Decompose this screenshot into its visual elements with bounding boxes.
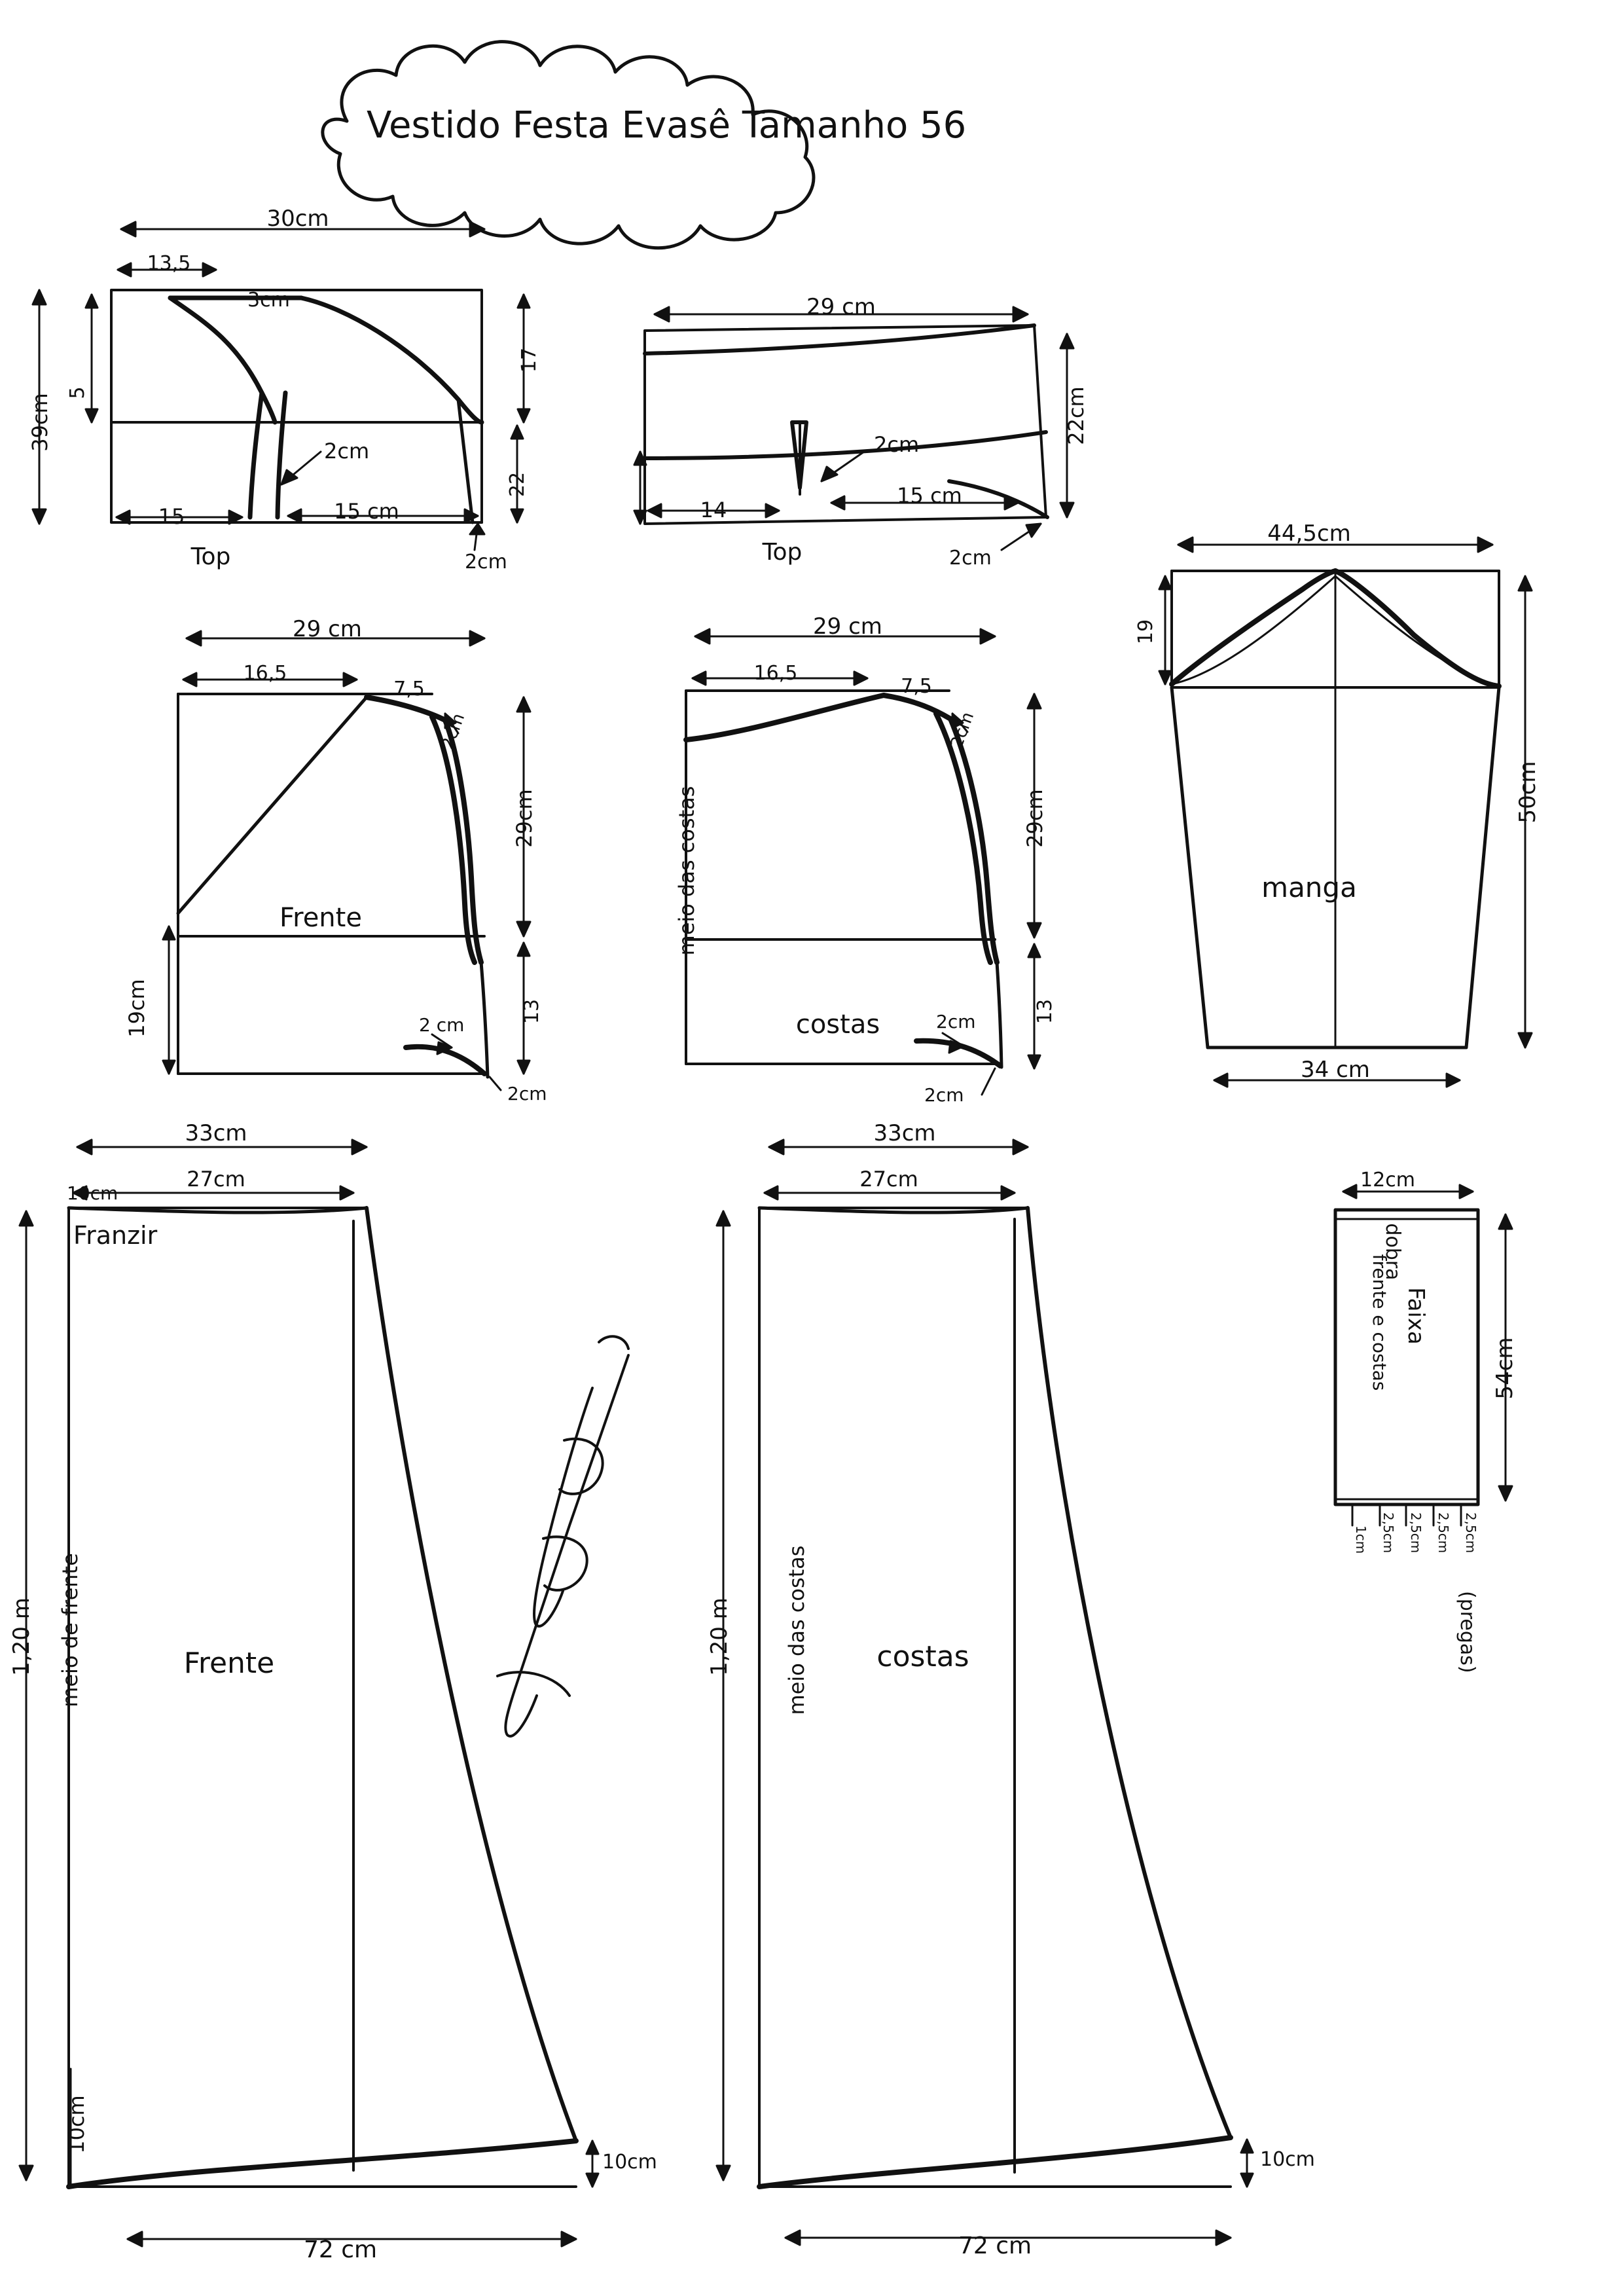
svg-text:Frente: Frente: [280, 903, 362, 933]
svg-text:27cm: 27cm: [859, 1167, 918, 1192]
svg-text:29 cm: 29 cm: [813, 613, 882, 640]
svg-text:2cm: 2cm: [936, 1011, 976, 1032]
svg-text:29cm: 29cm: [512, 789, 537, 848]
svg-text:16,5: 16,5: [243, 662, 287, 685]
svg-text:2,5cm: 2,5cm: [1380, 1512, 1396, 1554]
svg-text:2,5cm: 2,5cm: [1463, 1512, 1479, 1554]
svg-text:13: 13: [1034, 998, 1056, 1025]
svg-text:39cm: 39cm: [27, 393, 52, 452]
svg-text:manga: manga: [1261, 871, 1357, 903]
svg-text:2cm: 2cm: [874, 432, 920, 457]
svg-text:50cm: 50cm: [1515, 761, 1541, 824]
svg-text:29 cm: 29 cm: [293, 616, 362, 642]
svg-text:1,20 m: 1,20 m: [706, 1597, 732, 1676]
svg-text:16,5: 16,5: [753, 662, 798, 685]
svg-text:14: 14: [700, 498, 727, 522]
svg-text:2cm: 2cm: [324, 439, 370, 464]
svg-text:19cm: 19cm: [124, 979, 149, 1038]
svg-text:34 cm: 34 cm: [1301, 1057, 1370, 1083]
svg-text:15: 15: [158, 504, 185, 529]
svg-text:2cm: 2cm: [924, 1084, 964, 1106]
svg-text:(pregas): (pregas): [1456, 1591, 1479, 1673]
svg-text:13: 13: [520, 998, 543, 1025]
svg-text:30cm: 30cm: [266, 206, 329, 232]
svg-text:2,5cm: 2,5cm: [1435, 1512, 1451, 1554]
svg-text:33cm: 33cm: [873, 1120, 936, 1146]
svg-text:10cm: 10cm: [64, 2095, 89, 2154]
svg-text:Faixa: Faixa: [1403, 1287, 1429, 1345]
piece-manga: [1159, 538, 1532, 1087]
svg-text:2,5cm: 2,5cm: [1408, 1512, 1424, 1554]
svg-text:2 cm: 2 cm: [419, 1014, 465, 1036]
svg-text:17: 17: [518, 347, 541, 373]
svg-text:2cm: 2cm: [437, 710, 469, 752]
svg-text:Top: Top: [762, 539, 803, 566]
svg-text:3cm: 3cm: [247, 289, 290, 312]
svg-text:22cm: 22cm: [1064, 386, 1089, 445]
svg-text:72 cm: 72 cm: [958, 2232, 1032, 2259]
svg-text:72 cm: 72 cm: [303, 2236, 378, 2263]
svg-text:10cm: 10cm: [1260, 2148, 1315, 2171]
svg-text:1,20 m: 1,20 m: [9, 1597, 35, 1676]
piece-saia-frente: [20, 1140, 598, 2246]
svg-text:12cm: 12cm: [1360, 1169, 1415, 1192]
svg-text:costas: costas: [876, 1640, 969, 1673]
svg-text:dobra: dobra: [1381, 1223, 1404, 1281]
svg-text:meio de frente: meio de frente: [58, 1553, 82, 1707]
svg-text:7,5: 7,5: [393, 678, 425, 701]
svg-text:Frente: Frente: [183, 1647, 275, 1680]
svg-text:44,5cm: 44,5cm: [1267, 520, 1351, 547]
svg-text:7,5: 7,5: [901, 675, 932, 698]
svg-text:29 cm: 29 cm: [806, 294, 876, 320]
svg-text:13,5: 13,5: [147, 252, 191, 275]
svg-text:15 cm: 15 cm: [334, 499, 399, 524]
svg-text:5: 5: [66, 386, 89, 399]
svg-text:2cm: 2cm: [465, 551, 507, 574]
piece-top-frente: [33, 222, 530, 550]
svg-text:2cm: 2cm: [947, 709, 979, 751]
svg-text:Franzir: Franzir: [73, 1221, 158, 1250]
svg-text:meio das costas: meio das costas: [784, 1545, 809, 1715]
piece-corpo-frente: [163, 631, 530, 1090]
signature-mark: [497, 1336, 628, 1736]
svg-text:15 cm: 15 cm: [897, 483, 962, 508]
svg-text:2cm: 2cm: [507, 1083, 547, 1104]
svg-text:Top: Top: [190, 543, 231, 570]
svg-text:54cm: 54cm: [1492, 1337, 1518, 1400]
svg-text:10cm: 10cm: [602, 2151, 657, 2174]
page-title: Vestido Festa Evasê Tamanho 56: [367, 104, 967, 147]
svg-text:27cm: 27cm: [187, 1167, 245, 1192]
svg-text:1cm: 1cm: [1353, 1525, 1369, 1554]
svg-text:29cm: 29cm: [1022, 789, 1047, 848]
piece-faixa: [1335, 1185, 1512, 1525]
svg-text:19: 19: [1134, 619, 1157, 645]
svg-text:costas: costas: [795, 1010, 880, 1040]
svg-text:22: 22: [506, 471, 529, 498]
svg-text:33cm: 33cm: [185, 1120, 247, 1146]
svg-text:meio das costas: meio das costas: [674, 786, 699, 956]
svg-text:frente e costas: frente e costas: [1369, 1254, 1390, 1391]
svg-text:10cm: 10cm: [67, 1182, 118, 1204]
svg-text:2cm: 2cm: [949, 547, 992, 570]
